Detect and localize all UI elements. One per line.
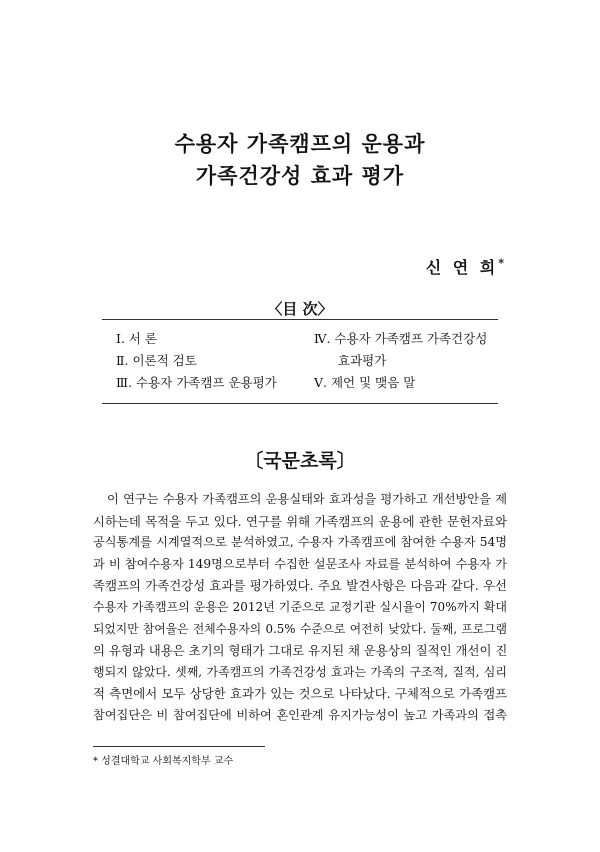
author [426,255,504,278]
toc-item: Ⅰ. 서 론 [116,331,158,346]
paper-title [0,128,600,192]
abstract-line: 이 연구는 수용자 가족캠프의 운용실태와 효과성을 평가하고 개선방안을 제 [107,492,507,506]
abstract-line: 적 측면에서 모두 상당한 효과가 있는 것으로 나타났다. 구체적으로 가족캠프 [93,686,507,702]
abstract-line: 족캠프의 가족건강성 효과를 평가하였다. 주요 발견사항은 다음과 같다. 우선 [93,578,507,594]
abstract-line: 과 비 참여수용자 149명으로부터 수집한 설문조사 자료를 분석하여 수용자 가 [93,556,507,571]
toc-right-column [314,328,487,394]
title-line-1: 수용자 가족캠프의 운용과 [174,131,426,156]
abstract-line: 공식통계를 시계열적으로 분석하였고, 수용자 가족캠프에 참여한 수용자 54명 [93,535,507,550]
footnote: * 성결대학교 사회복지학부 교수 [93,756,234,767]
toc-item-continuation: 효과평가 [338,353,387,368]
toc-item: Ⅴ. 제언 및 맺음 말 [314,375,416,390]
toc-item: Ⅱ. 이론적 검토 [116,353,197,368]
title-line-2: 가족건강성 효과 평가 [195,163,405,188]
author-footnote-mark: * [498,256,504,270]
abstract-heading: 〔국문초록〕 [244,450,356,472]
toc-heading: 〈目 次〉 [267,300,333,318]
abstract-line: 되었지만 참여율은 전체수용자의 0.5% 수준으로 여전히 낮았다. 둘째, 프로그램 [93,621,507,636]
abstract-line: 수용자 가족캠프의 운용은 2012년 기준으로 교정기관 실시율이 70%까지 확대 [93,599,507,614]
abstract-body [93,489,507,727]
footnote-divider [93,746,265,747]
toc-item: Ⅲ. 수용자 가족캠프 운용평가 [116,375,277,390]
author-name: 신 연 희 [425,258,499,277]
toc-left-column [116,328,277,394]
toc-item: Ⅳ. 수용자 가족캠프 가족건강성 [314,331,488,346]
table-of-contents [102,319,498,404]
abstract-line: 시하는데 목적을 두고 있다. 연구를 위해 가족캠프의 운용에 관한 문헌자료와 [93,513,507,529]
abstract-line: 행되지 않았다. 셋째, 가족캠프의 가족건강성 효과는 가족의 구조적, 질적, 심리 [93,664,507,679]
abstract-line: 의 유형과 내용은 초기의 형태가 그대로 유지된 채 운용상의 질적인 개선이 진 [93,643,508,659]
abstract-line: 참여집단은 비 참여집단에 비하여 혼인관계 유지가능성이 높고 가족과의 접촉 [93,707,507,722]
